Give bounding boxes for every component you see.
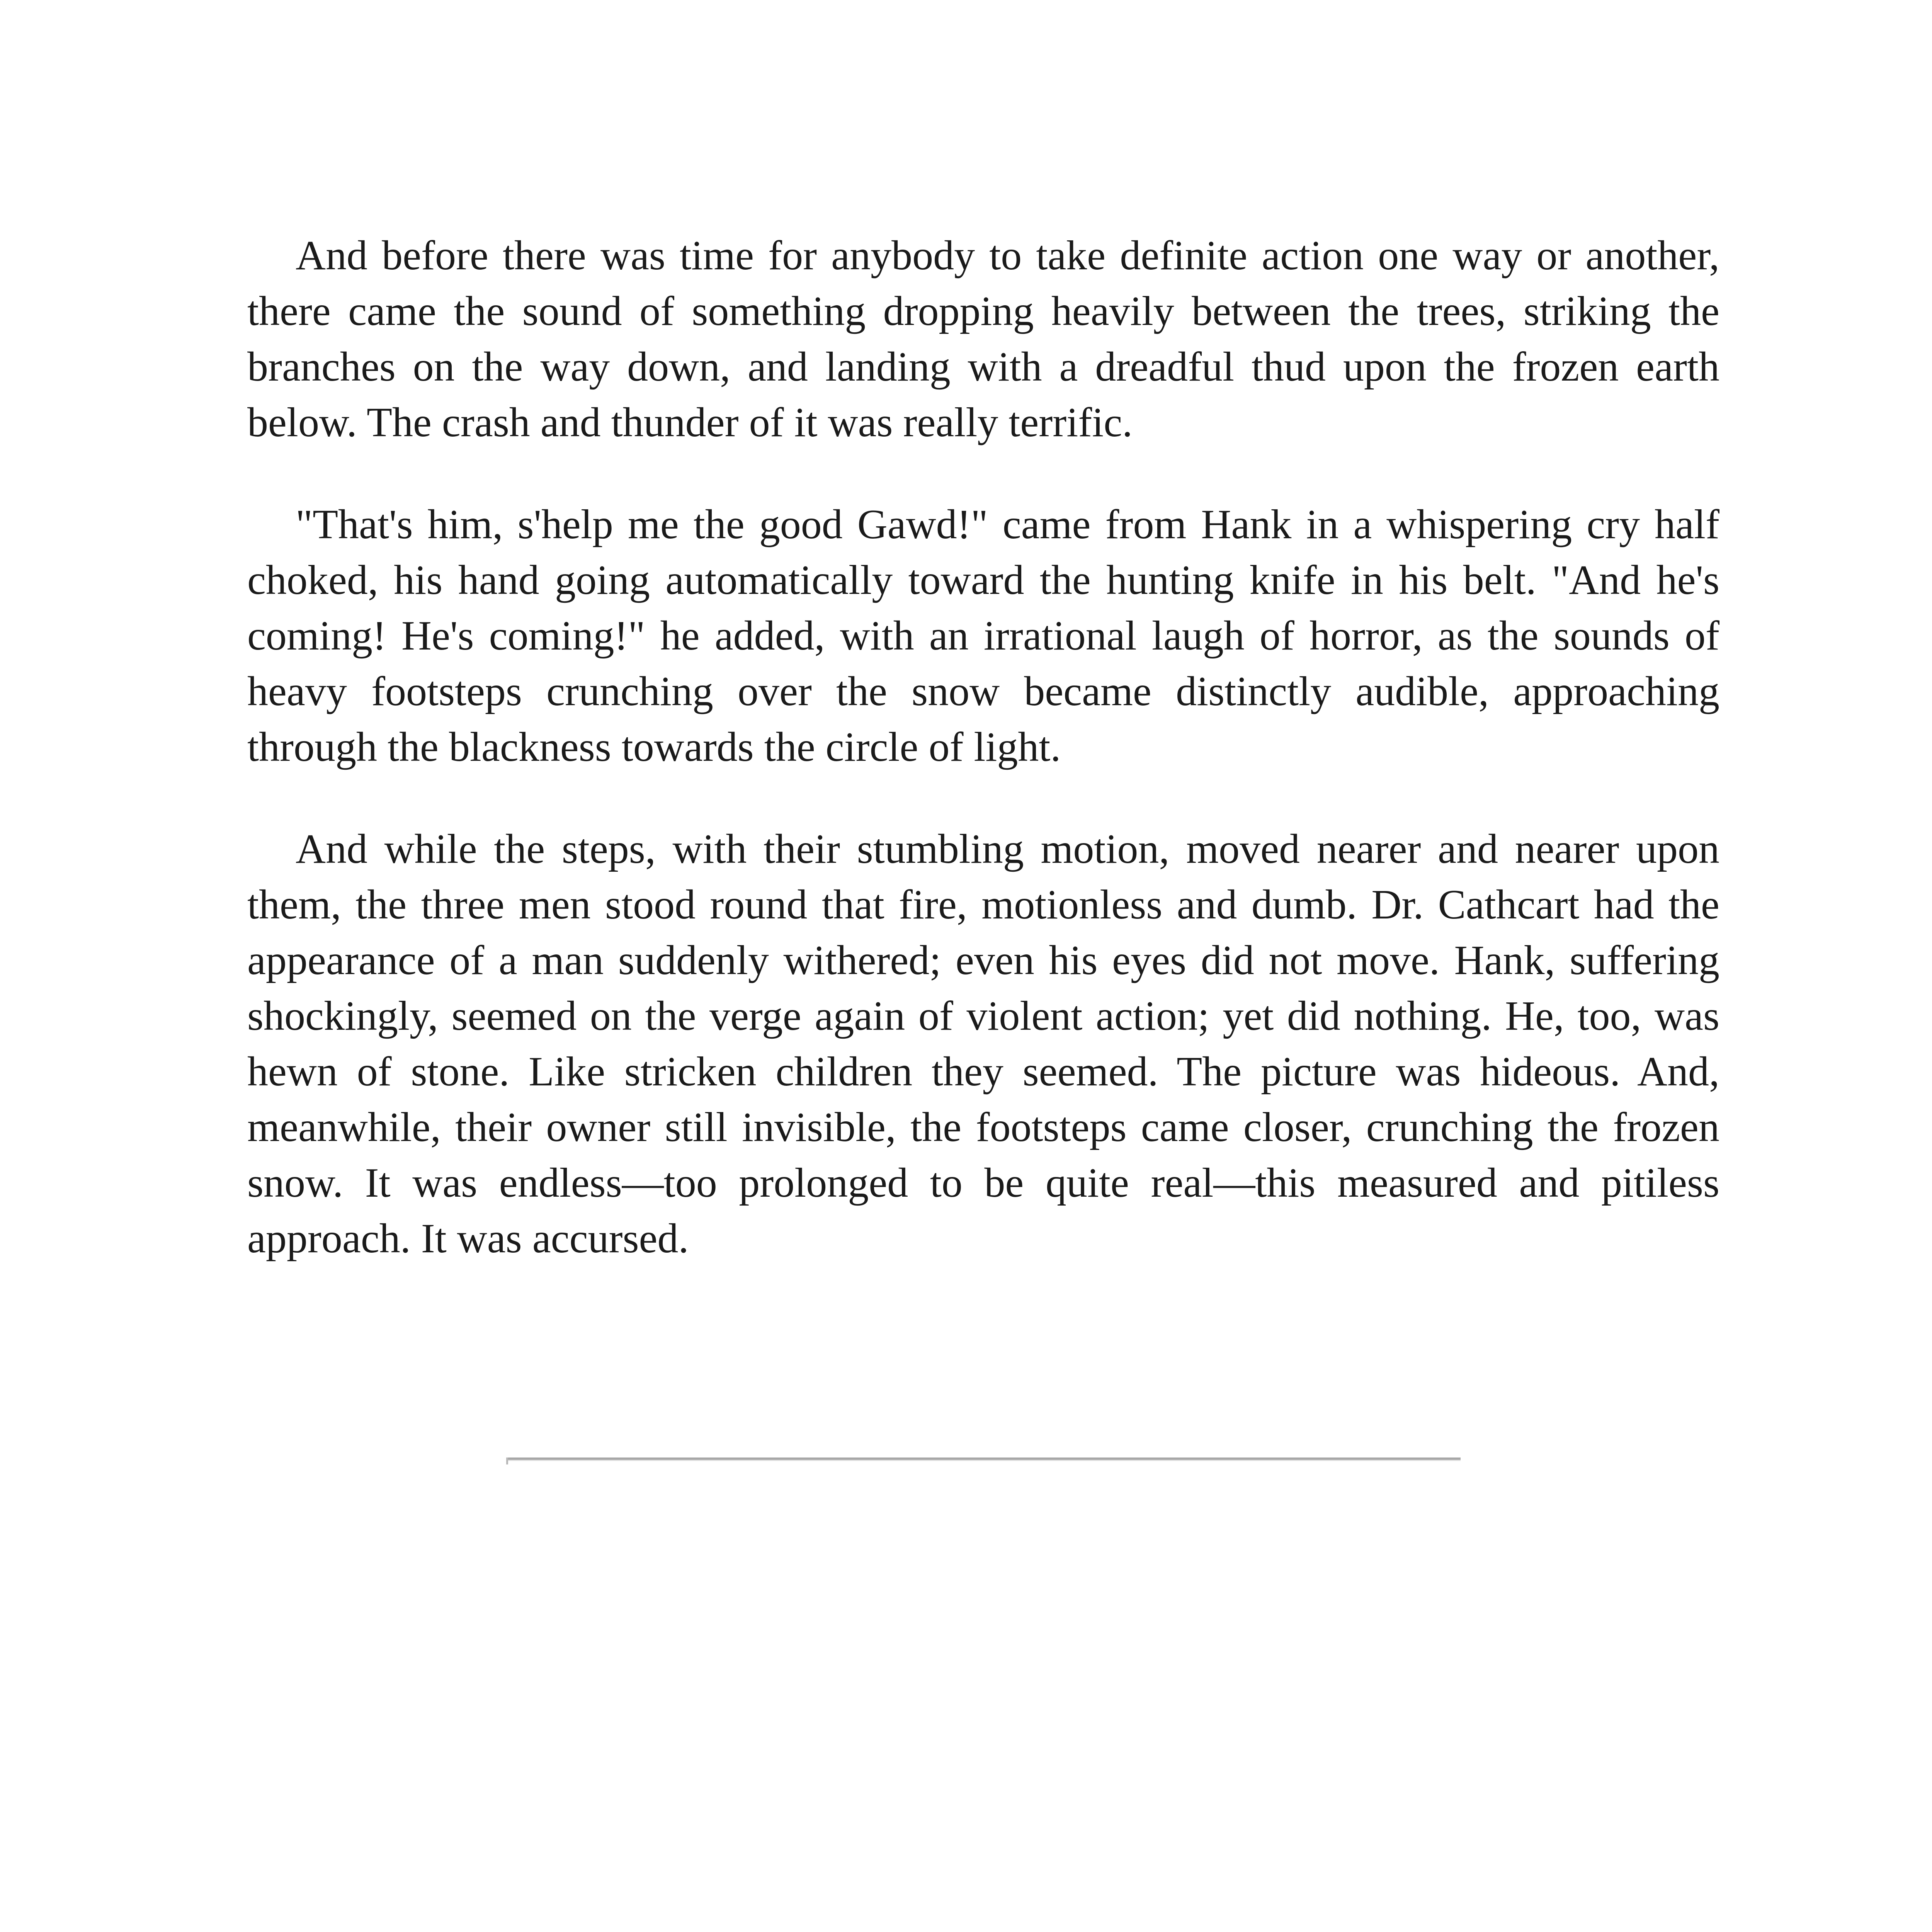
paragraph-1: And before there was time for anybody to take definite action one way or another, there came the sound of something dropping heavily between the trees, striking the branches on the way down, and landing with a dreadful thud upon the frozen earth below. The crash and thunder of it was really terrific. [247, 233, 1719, 446]
paragraph-3: And while the steps, with their stumbling motion, moved nearer and nearer upon them, the three men stood round that fire, motionless and dumb. Dr. Cathcart had the appearance of a man suddenly withered; even his eyes did not move. Hank, suffering shockingly, seemed on the verge again of violent action; yet did nothing. He, too, was hewn of stone. Like stricken children they seemed. The picture was hideous. And, meanwhile, their owner still invisible, the footsteps came closer, crunching the frozen snow. It was endless—too prolonged to be quite real—this measured and pitiless approach. It was accursed. [247, 826, 1719, 1262]
section-divider [506, 1458, 1461, 1460]
body-text [247, 228, 1719, 1313]
paragraph-2: "That's him, s'help me the good Gawd!" came from Hank in a whispering cry half choked, his hand going automatically toward the hunting knife in his belt. "And he's coming! He's coming!" he added, with an irrational laugh of horror, as the sounds of heavy footsteps crunching over the snow became distinctly audible, approaching through the blackness towards the circle of light. [247, 502, 1719, 770]
